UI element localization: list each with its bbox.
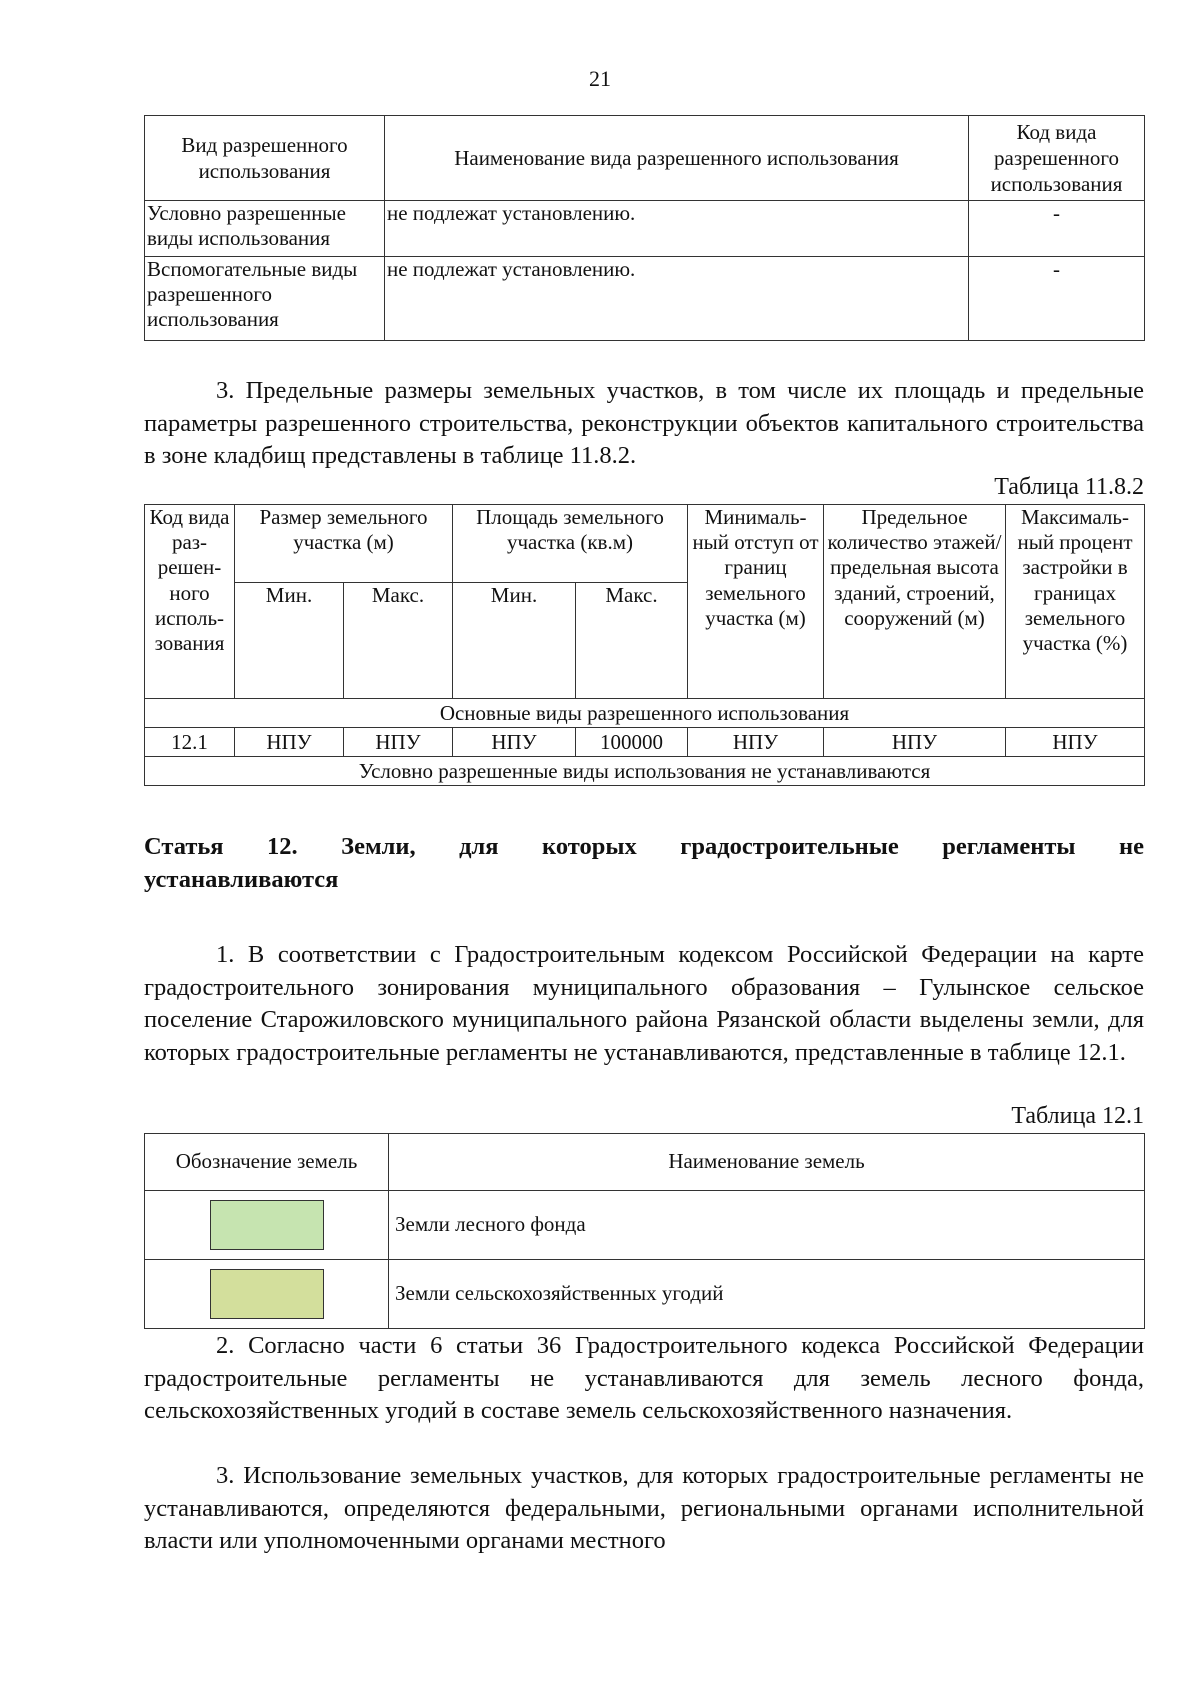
table-row	[145, 257, 1145, 341]
paragraph-2-article-36: 2. Согласно части 6 статьи 36 Градостроительного кодекса Российской Федерации градостроительные регламенты не устанавливаются для земель лесного фонда, сельскохозяйственных угодий в составе земель сельскохозяйственного назначения.	[144, 1332, 1144, 1424]
row-kind: Условно разрешенные виды использования	[145, 201, 385, 257]
section-conditional-note: Условно разрешенные виды использования не устанавливаются	[145, 757, 1145, 786]
cell-area-min: НПУ	[453, 728, 576, 757]
land-use-types-table	[144, 115, 1145, 341]
cell-coverage: НПУ	[1006, 728, 1145, 757]
header-plot-area: Площадь земельного участка (кв.м)	[453, 505, 688, 583]
table-caption-12-1: Таблица 12.1	[1011, 1103, 1144, 1129]
header-floors: Предельное количество этажей/ предельная высота зданий, строений, сооружений (м)	[824, 505, 1006, 699]
table-row	[145, 1191, 1145, 1260]
header-use-code: Код вида разрешенного использования	[969, 116, 1145, 201]
section-main-uses: Основные виды разрешенного использования	[145, 699, 1145, 728]
row-name: не подлежат установлению.	[385, 201, 969, 257]
header-coverage: Максималь-ный процент застройки в границах земельного участка (%)	[1006, 505, 1145, 699]
header-area-min: Мин.	[453, 583, 576, 699]
row-name: не подлежат установлению.	[385, 257, 969, 341]
cell-size-min: НПУ	[235, 728, 344, 757]
header-setback: Минималь-ный отступ от границ земельного участка (м)	[688, 505, 824, 699]
header-area-max: Макс.	[576, 583, 688, 699]
forest-land-swatch	[210, 1200, 324, 1250]
paragraph-3-limits: 3. Предельные размеры земельных участков, в том числе их площадь и предельные параметры разрешенного строительства, реконструкции объектов капитального строительства в зоне кладбищ представлены в таблице 11.8.2.	[144, 377, 1144, 469]
limits-table	[144, 504, 1145, 786]
row-code: -	[969, 201, 1145, 257]
page-number: 21	[589, 66, 611, 91]
header-designation: Обозначение земель	[145, 1134, 389, 1191]
row-code: -	[969, 257, 1145, 341]
table-row	[145, 728, 1145, 757]
header-size-min: Мин.	[235, 583, 344, 699]
table-row	[145, 1260, 1145, 1329]
cell-setback: НПУ	[688, 728, 824, 757]
row-kind: Вспомогательные виды разрешенного использования	[145, 257, 385, 341]
header-use-name: Наименование вида разрешенного использования	[385, 116, 969, 201]
header-plot-size: Размер земельного участка (м)	[235, 505, 453, 583]
paragraph-3-usage: 3. Использование земельных участков, для которых градостроительные регламенты не устанавливаются, определяются федеральными, региональными органами исполнительной власти или уполномоченными органами местного	[144, 1462, 1144, 1554]
cell-code: 12.1	[145, 728, 235, 757]
article-12-title: Статья 12. Земли, для которых градостроительные регламенты не устанавливаются	[144, 833, 1144, 893]
farmland-swatch	[210, 1269, 324, 1319]
land-name: Земли лесного фонда	[389, 1191, 1145, 1260]
paragraph-1-lands: 1. В соответствии с Градостроительным кодексом Российской Федерации на карте градостроительного зонирования муниципального образования – Гулынское сельское поселение Старожиловского муниципального района Рязанской области выделены земли, для которых градостроительные регламенты не устанавливаются, представленные в таблице 12.1.	[144, 941, 1144, 1066]
header-use-kind: Вид разрешенного использования	[145, 116, 385, 201]
cell-size-max: НПУ	[344, 728, 453, 757]
cell-area-max: 100000	[576, 728, 688, 757]
header-code: Код вида раз-решен-ного исполь-зования	[145, 505, 235, 699]
table-caption-11-8-2: Таблица 11.8.2	[994, 474, 1144, 500]
header-size-max: Макс.	[344, 583, 453, 699]
lands-table	[144, 1133, 1145, 1329]
header-land-name: Наименование земель	[389, 1134, 1145, 1191]
table-row	[145, 201, 1145, 257]
cell-floors: НПУ	[824, 728, 1006, 757]
land-name: Земли сельскохозяйственных угодий	[389, 1260, 1145, 1329]
